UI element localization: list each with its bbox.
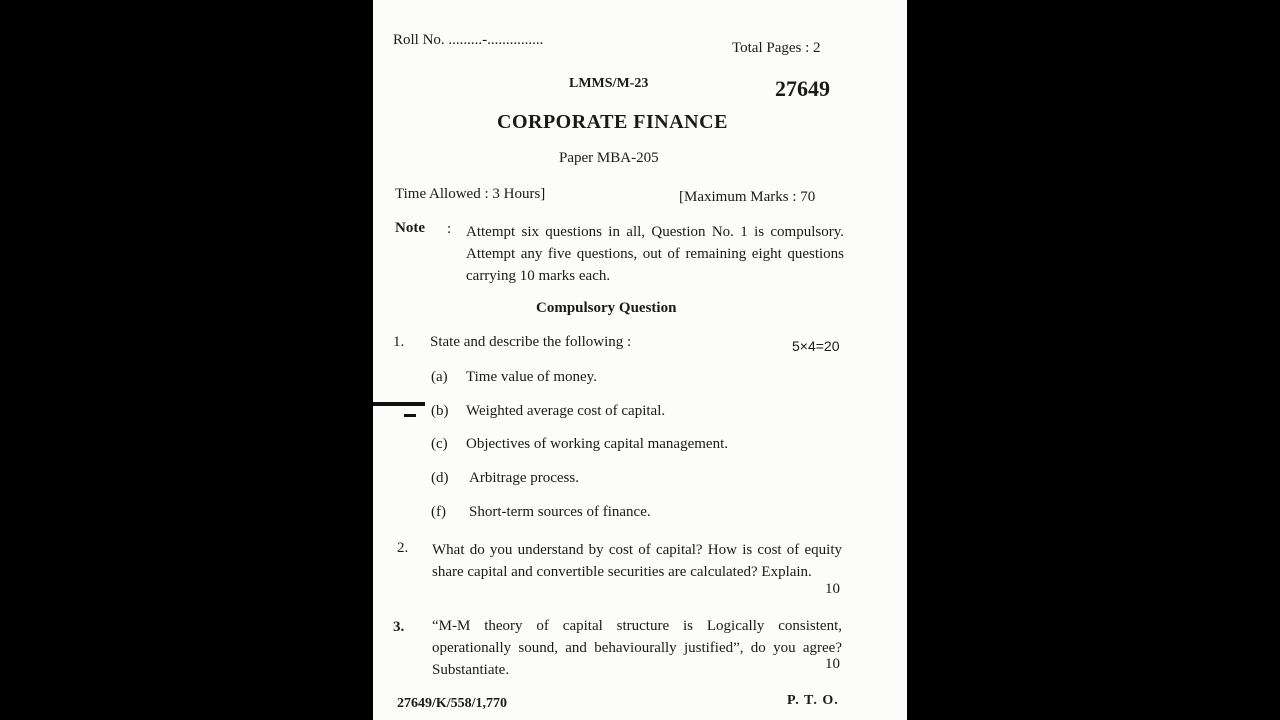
pen-mark (373, 402, 425, 406)
section-title: Compulsory Question (536, 300, 677, 316)
pto-label: P. T. O. (787, 693, 839, 708)
note-colon: : (447, 221, 452, 237)
sub-question-label: (b) (431, 403, 449, 419)
sub-question-text: Objectives of working capital management. (466, 436, 728, 452)
time-allowed: Time Allowed : 3 Hours] (395, 186, 546, 202)
question-3-marks: 10 (825, 656, 840, 672)
sub-question-label: (d) (431, 470, 449, 486)
question-1-marks: 5×4=20 (792, 338, 840, 354)
exam-code: LMMS/M-23 (569, 76, 649, 91)
exam-paper-page (373, 0, 907, 720)
question-1-text: State and describe the following : (430, 334, 632, 350)
sub-question-label: (a) (431, 369, 448, 385)
sub-question-text: Short-term sources of finance. (469, 504, 651, 520)
total-pages: Total Pages : 2 (732, 40, 821, 56)
note-label: Note (395, 220, 425, 236)
paper-code: Paper MBA-205 (559, 150, 659, 166)
sub-question-text: Weighted average cost of capital. (466, 403, 666, 419)
maximum-marks: [Maximum Marks : 70 (679, 189, 816, 205)
question-3-text: “M-M theory of capital structure is Logically consistent, operationally sound, and behaviourally justified”, do you agree? Substantiate. (432, 618, 842, 678)
question-3-number: 3. (393, 619, 405, 635)
question-2-number: 2. (397, 540, 409, 556)
sub-question-label: (f) (431, 504, 446, 520)
sub-question-label: (c) (431, 436, 448, 452)
sub-question-text: Arbitrage process. (469, 470, 579, 486)
roll-number-line: Roll No. .........-............... (393, 32, 544, 48)
question-2-text: What do you understand by cost of capital? How is cost of equity share capital and convertible securities are calculated? Explain. (432, 542, 842, 580)
question-2-marks: 10 (825, 581, 840, 597)
paper-title: CORPORATE FINANCE (497, 111, 728, 133)
footer-code: 27649/K/558/1,770 (397, 696, 508, 711)
question-1-number: 1. (393, 334, 405, 350)
sub-question-text: Time value of money. (466, 369, 597, 385)
paper-number: 27649 (775, 76, 830, 101)
pen-mark (404, 414, 416, 417)
note-text: Attempt six questions in all, Question No. 1 is compulsory. Attempt any five questions, out of remaining eight questions carrying 10 marks each. (466, 224, 844, 284)
